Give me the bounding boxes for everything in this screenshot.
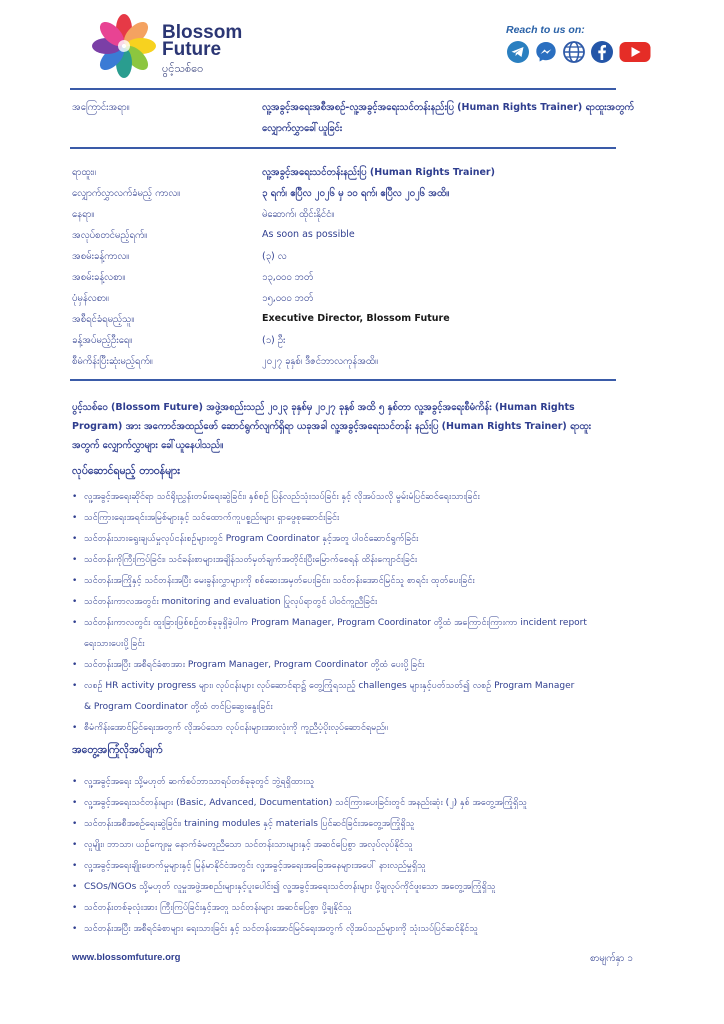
- list-item: • CSOs/NGOs သို့မဟုတ် လူမှုအဖွဲ့အစည်းများနှင့်ပူးပေါင်း၍ လူ့အခွင့်အရေးသင်တန်းများ ပို့ချလုပ်ကိုင်ဖူးသော အတွေ့အကြုံရှိသူ: [72, 877, 647, 898]
- list-item: • သင်တန်းအပြီး အစီရင်ခံစာများ ရေးသားခြင်း နှင့် သင်တန်းအောင်မြင်ရေးအတွက် လိုအပ်သည်များကို သုံးသပ်ပြင်ဆင်နိုင်သူ: [72, 919, 647, 940]
- youtube-icon[interactable]: [619, 40, 651, 64]
- list-item: • သင်ကြားရေးအရင်းအမြစ်များနှင့် သင်ထောက်ကူပစ္စည်းများ ရှာဖွေစုဆောင်းခြင်း: [72, 508, 647, 529]
- brand-line-1: Blossom: [162, 22, 243, 43]
- list-item-continuation: & Program Coordinator တို့ထံ တင်ပြဆွေးနွေးခြင်း: [84, 702, 273, 712]
- detail-value: ၁၅,၀၀၀ ဘတ်: [262, 293, 314, 304]
- detail-value: Executive Director, Blossom Future: [262, 313, 450, 324]
- telegram-icon[interactable]: [506, 40, 530, 64]
- list-item-text: သင်တန်းကာလတွင်း ထူးခြားဖြစ်စဉ်တစ်ခုခုရှိခဲ့ပါက Program Manager, Program Coordinator တို့ထံ အကြောင်းကြားကာ incident report: [84, 618, 587, 628]
- list-item: [72, 613, 647, 655]
- detail-value: (၁) ဦး: [262, 335, 286, 346]
- subject-line-2: လျှောက်လွှာခေါ်ယူခြင်း: [262, 123, 343, 134]
- detail-value: As soon as possible: [262, 229, 355, 240]
- detail-value: ၂၀၂၇ ခုနှစ်၊ ဒီဇင်ဘာလကုန်အထိ။: [262, 356, 378, 367]
- detail-label: အစမ်းခန့်လစာ။: [72, 272, 126, 283]
- duties-heading: လုပ်ဆောင်ရမည့် တာဝန်များ: [72, 465, 180, 477]
- detail-value: ၃ ရက်၊ ဧပြီလ ၂၀၂၆ မှ ၁၀ ရက်၊ ဧပြီလ ၂၀၂၆ အထိ။: [262, 188, 450, 199]
- brand-subtitle: ပွင့်သစ်ဝေ: [162, 62, 204, 75]
- details-rule: [70, 379, 616, 381]
- intro-line: ပွင့်သစ်ဝေ (Blossom Future) အဖွဲ့အစည်းသည် ၂၀၂၃ ခုနှစ်မှ ၂၀၂၇ ခုနှစ် အထိ ၅ နှစ်တာ လူ့အခွင့်အရေးစီမံကိန်း (Human Rights: [72, 402, 575, 413]
- list-item: • သင်တန်းအပြီး အစီရင်ခံစာအား Program Manager, Program Coordinator တို့ထံ ပေးပို့ခြင်း: [72, 655, 647, 676]
- header-rule: [70, 88, 616, 90]
- list-item: • သင်တန်းကိုကြီးကြပ်ခြင်း၊ သင်ခန်းစာများအချိန်သတ်မှတ်ချက်အတိုင်းပြီးမြောက်စေရန် ထိန်းကျောင်းခြင်း: [72, 550, 647, 571]
- brand-line-2: Future: [162, 39, 222, 60]
- messenger-icon[interactable]: [534, 40, 558, 64]
- detail-label: အစီရင်ခံရမည့်သူ။: [72, 314, 135, 325]
- detail-value: (၃) လ: [262, 251, 287, 262]
- list-item: • လူမျိုး၊ ဘာသာ၊ ယဉ်ကျေးမှု နောက်ခံမတူညီသော သင်တန်းသားများနှင့် အဆင်ပြေစွာ အလုပ်လုပ်နိုင်သူ: [72, 835, 647, 856]
- detail-label: ခန့်အပ်မည့်ဦးရေ။: [72, 335, 133, 346]
- detail-label: အလုပ်စတင်မည့်ရက်။: [72, 230, 148, 241]
- list-item: • လူ့အခွင့်အရေးချိုးဖောက်မှုများနှင့် မြန်မာနိုင်ငံအတွင်း လူ့အခွင့်အရေးအခြေအနေများအပေါ် နားလည်မှုရှိသူ: [72, 856, 647, 877]
- subject-label: အကြောင်းအရာ။: [72, 102, 130, 113]
- requirements-list: [72, 772, 647, 940]
- intro-line: အတွက် လျှောက်လွှာများ ခေါ်ယူနေပါသည်။: [72, 440, 224, 451]
- detail-value: ၁၃,၀၀၀ ဘတ်: [262, 272, 314, 283]
- intro-paragraph: [72, 398, 632, 455]
- list-item: • သင်တန်းကာလအတွင်း monitoring and evaluation ပြုလုပ်ရာတွင် ပါဝင်ကူညီခြင်း: [72, 592, 647, 613]
- subject-rule: [70, 147, 616, 149]
- detail-label: စီမံကိန်းပြီးဆုံးမည့်ရက်။: [72, 356, 153, 367]
- list-item: • လူ့အခွင့်အရေးသင်တန်းများ (Basic, Advanced, Documentation) သင်ကြားပေးခြင်းတွင် အနည်းဆုံး (၂) နှစ် အတွေ့အကြုံရှိသူ: [72, 793, 647, 814]
- list-item: • သင်တန်းအစီအစဉ်ရေးဆွဲခြင်း၊ training modules နှင့် materials ပြင်ဆင်ခြင်းအတွေ့အကြုံရှိသူ: [72, 814, 647, 835]
- requirements-heading: အတွေ့အကြုံလိုအပ်ချက်: [72, 744, 163, 756]
- reach-us-label: Reach to us on:: [506, 24, 585, 36]
- detail-value: လူ့အခွင့်အရေးသင်တန်းနည်းပြ (Human Rights Trainer): [262, 167, 495, 178]
- blossom-future-logo: [90, 10, 260, 82]
- list-item-text: လစဉ် HR activity progress များ၊ လုပ်ငန်းများ လုပ်ဆောင်ရာ၌ တွေ့ကြုံရသည့် challenges များနှင့်ပတ်သတ်၍ လစဉ် Program Manager: [84, 681, 575, 691]
- detail-value: မဲဆောက်၊ ထိုင်းနိုင်ငံ။: [262, 209, 335, 220]
- list-item: [72, 676, 647, 718]
- flower-logo-icon: [90, 10, 158, 78]
- list-item-continuation: ရေးသားပေးပို့ခြင်း: [84, 639, 145, 649]
- list-item: • စီမံကိန်းအောင်မြင်ရေးအတွက် လိုအပ်သော လုပ်ငန်းများအားလုံးကို ကူညီပံ့ပိုးလုပ်ဆောင်ရမည်။: [72, 718, 647, 739]
- facebook-icon[interactable]: [590, 40, 614, 64]
- list-item: • သင်တန်းသားရွေးချယ်မှုလုပ်ငန်းစဉ်များတွင် Program Coordinator နှင့်အတူ ပါဝင်ဆောင်ရွက်ခြင်း: [72, 529, 647, 550]
- subject-line-1: လူ့အခွင့်အရေးအစီအစဉ်-လူ့အခွင့်အရေးသင်တန်းနည်းပြ (Human Rights Trainer) ရာထူးအတွက်: [262, 102, 634, 113]
- list-item: • သင်တန်းအကြိုနှင့် သင်တန်းအပြီး မေးခွန်းလွှာများကို စစ်ဆေးအမှတ်ပေးခြင်း၊ သင်တန်းအောင်မြင်သူ စာရင်း ထုတ်ပေးခြင်း: [72, 571, 647, 592]
- website-link[interactable]: www.blossomfuture.org: [72, 952, 181, 963]
- page-number: စာမျက်နှာ ၁: [590, 953, 633, 964]
- detail-label: လျှောက်လွှာလက်ခံမည့် ကာလ။: [72, 188, 181, 199]
- list-item: • လူ့အခွင့်အရေးဆိုင်ရာ သင်ရိုးညွှန်းတမ်းရေးဆွဲခြင်း၊ နှစ်စဉ် ပြန်လည်သုံးသပ်ခြင်း နှင့် လိုအပ်သလို မွမ်းမံပြင်ဆင်ရေးသားခြင်း: [72, 487, 647, 508]
- intro-line: Program) အား အကောင်အထည်ဖော် ဆောင်ရွက်လျက်ရှိရာ ယခုအခါ လူ့အခွင့်အရေးသင်တန်း နည်းပြ (Human Rights Trainer) ရာထူး: [72, 421, 592, 432]
- list-item: • လူ့အခွင့်အရေး သို့မဟုတ် ဆက်စပ်ဘာသာရပ်တစ်ခုခုတွင် ဘွဲ့ရရှိထားသူ: [72, 772, 647, 793]
- detail-label: ရာထူး။: [72, 167, 96, 178]
- detail-label: နေရာ။: [72, 209, 95, 220]
- globe-icon[interactable]: [562, 40, 586, 64]
- detail-label: ပုံမှန်လစာ။: [72, 293, 109, 304]
- list-item: • သင်တန်းတစ်ခုလုံးအား ကြီးကြပ်ခြင်းနှင့်အတူ သင်တန်းများ အဆင်ပြေစွာ ပို့ချနိုင်သူ: [72, 898, 647, 919]
- detail-label: အစမ်းခန့်ကာလ။: [72, 251, 130, 262]
- duties-list: [72, 487, 647, 739]
